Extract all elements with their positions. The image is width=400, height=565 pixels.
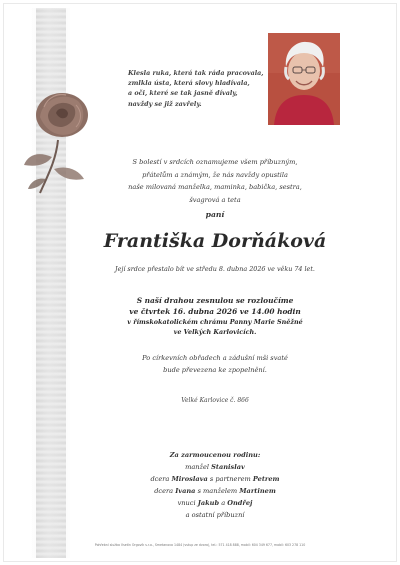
cremation-line: bude převezena ke zpopelnění. bbox=[163, 366, 267, 374]
member-name: Miroslava bbox=[171, 475, 208, 483]
farewell-date-line: ve čtvrtek 16. dubna 2026 ve 14.00 hodin bbox=[129, 307, 301, 316]
poem-line: a oči, které se tak jasně dívaly, bbox=[128, 89, 238, 98]
member-name: Jakub bbox=[197, 499, 220, 507]
member-name: Martinem bbox=[239, 487, 276, 495]
farewell-town-line: ve Velkých Karlovicích. bbox=[173, 328, 257, 336]
member-name: Ivana bbox=[175, 487, 196, 495]
announcement-line: S bolestí v srdcích oznamujeme všem příbuzným, bbox=[132, 158, 298, 166]
farewell-place-line: v římskokatolickém chrámu Panny Marie Sněžné bbox=[127, 318, 303, 326]
portrait-figure bbox=[268, 33, 340, 125]
member-name: Petrem bbox=[252, 475, 280, 483]
relation-label: s partnerem bbox=[209, 475, 251, 483]
title-word: paní bbox=[205, 210, 225, 219]
portrait-photo bbox=[268, 33, 340, 125]
family-others: a ostatní příbuzní bbox=[185, 511, 245, 519]
cremation-line: Po církevních obřadech a zádušní mši svaté bbox=[142, 354, 288, 362]
rose-icon bbox=[18, 85, 96, 195]
funeral-service-footer: Pohřební služba Vsetín Orgovík s.r.o., Smetanova 1484 (vstup ze dvora), tel.: 571 418 888, mobil: 604 349 677, mobil: 603 278 110 bbox=[94, 543, 306, 547]
death-date-line: Její srdce přestalo bít ve středu 8. dubna 2026 ve věku 74 let. bbox=[115, 265, 315, 273]
relation-label: vnuci bbox=[177, 499, 196, 507]
relation-label: manžel bbox=[185, 463, 210, 471]
farewell-line: S naší drahou zesnulou se rozloučíme bbox=[136, 296, 294, 305]
announcement-line: naše milovaná manželka, maminka, babička, sestra, bbox=[128, 183, 302, 192]
announcement-line: švagrová a teta bbox=[189, 195, 241, 204]
relation-label: s manželem bbox=[197, 487, 238, 495]
family-member-daughter bbox=[90, 485, 340, 497]
family-member-daughter bbox=[90, 473, 340, 485]
poem-line: navždy se již zavřely. bbox=[128, 99, 202, 108]
family-member-grandchildren bbox=[90, 497, 340, 509]
member-name: Stanislav bbox=[211, 463, 245, 471]
family-signatures bbox=[90, 449, 340, 521]
cremation-note bbox=[90, 352, 340, 376]
family-member-husband bbox=[90, 461, 340, 473]
relation-label: dcera bbox=[150, 475, 170, 483]
announcement-text bbox=[90, 156, 340, 206]
address-line: Velké Karlovice č. 866 bbox=[181, 397, 249, 404]
family-heading: Za zarmoucenou rodinu: bbox=[169, 451, 261, 459]
conjunction: a bbox=[221, 499, 226, 507]
poem-line: zmlkla ústa, která slovy hladívala, bbox=[128, 79, 250, 88]
poem-line: Klesla ruka, která tak ráda pracovala, bbox=[128, 69, 264, 77]
relation-label: dcera bbox=[154, 487, 174, 495]
announcement-line: přátelům a známým, že nás navždy opustila bbox=[142, 170, 288, 179]
deceased-name: Františka Dorňáková bbox=[103, 230, 327, 252]
member-name: Ondřej bbox=[227, 499, 253, 507]
memorial-poem bbox=[128, 68, 278, 109]
farewell-ceremony bbox=[90, 295, 340, 337]
